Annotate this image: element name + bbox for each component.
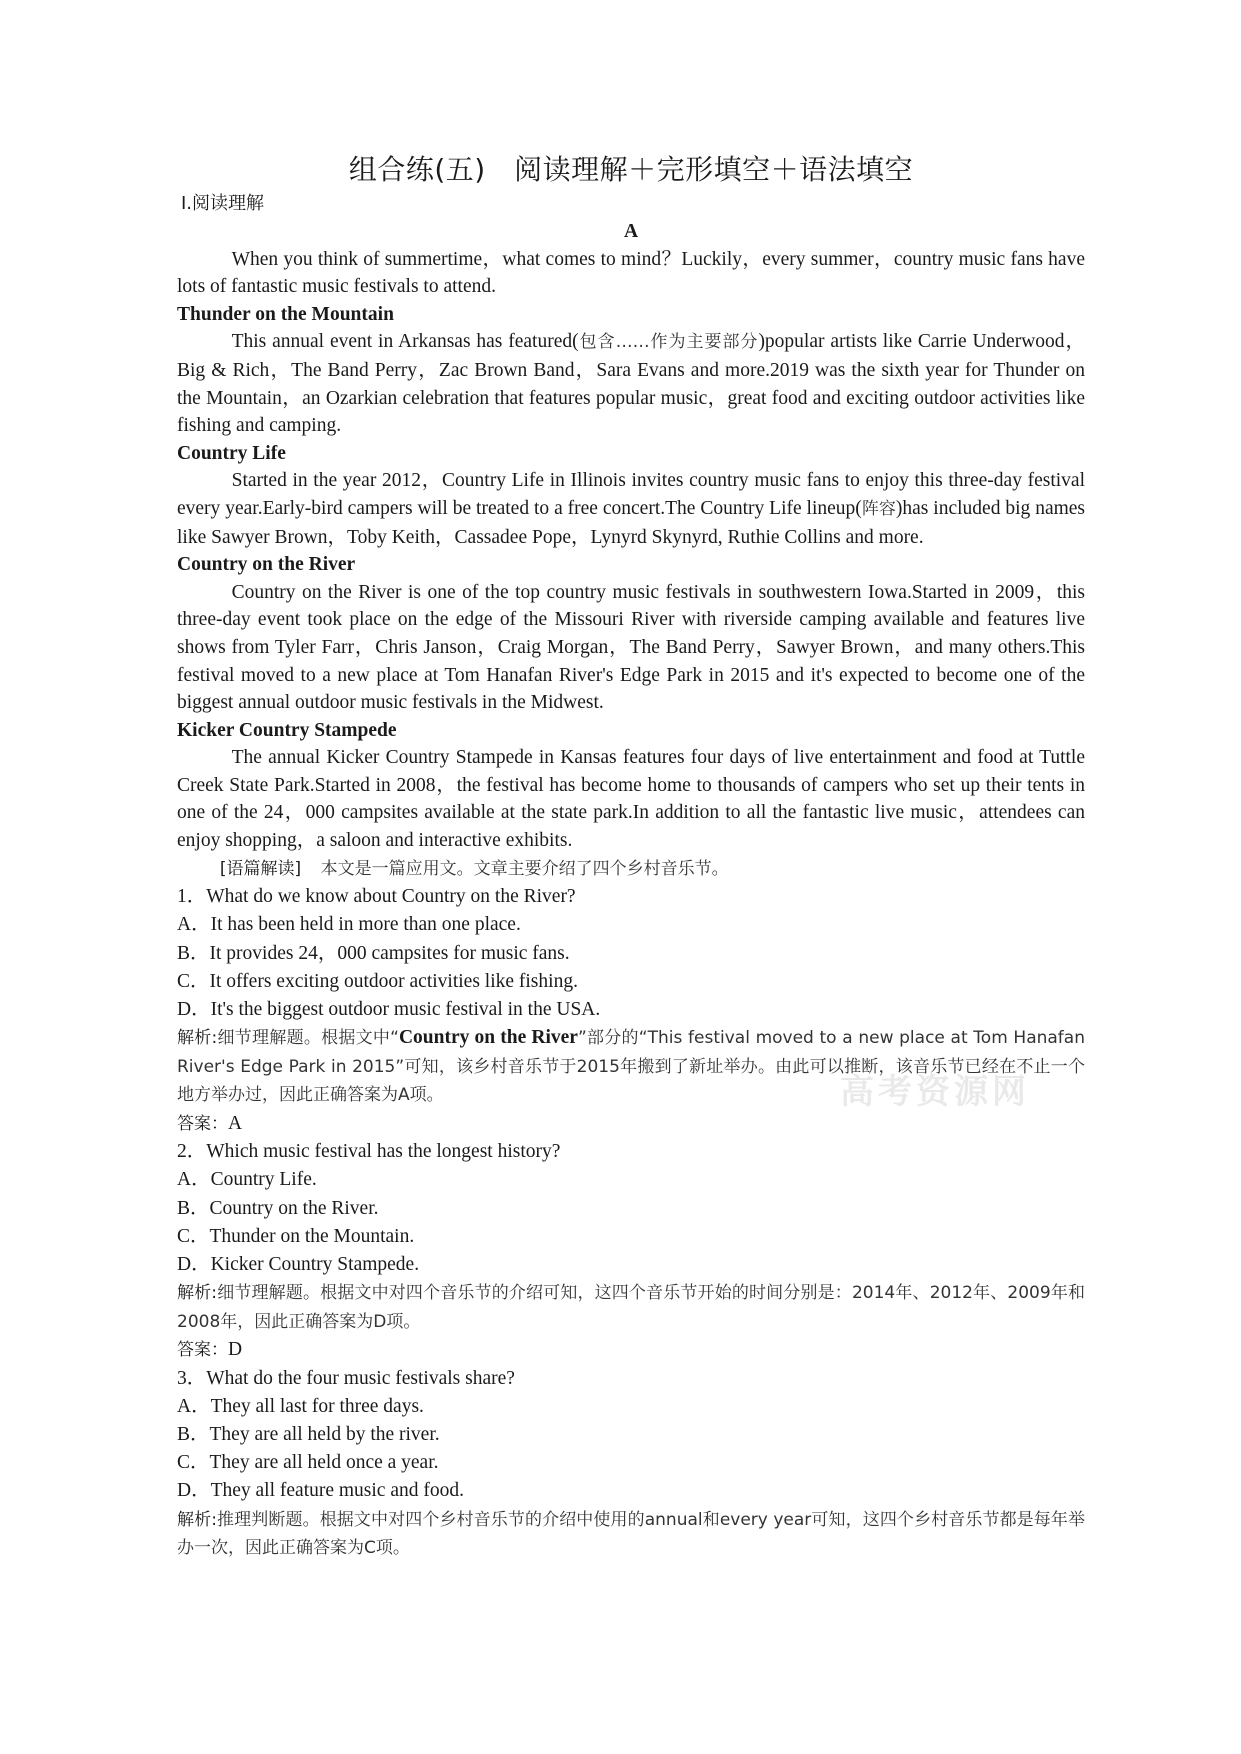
option-c: C．Thunder on the Mountain.	[177, 1225, 415, 1247]
festival-section-2	[177, 440, 1085, 551]
festival-heading: Country on the River	[177, 554, 356, 576]
option-a: A．They all last for three days.	[177, 1395, 424, 1417]
passage-letter: A	[623, 221, 639, 242]
festival-heading: Thunder on the Mountain	[177, 303, 394, 325]
festival-heading: Country Life	[177, 442, 286, 464]
discourse-note	[177, 855, 1085, 884]
option-c: C．It offers exciting outdoor activities like fishing.	[177, 970, 578, 992]
option-b: B．Country on the River.	[177, 1197, 379, 1219]
question-stem: 2．Which music festival has the longest history?	[177, 1141, 561, 1163]
explanation: 解析:细节理解题。根据文中对四个音乐节的介绍可知，这四个音乐节开始的时间分别是：2014年、2012年、2009年和2008年，因此正确答案为D项。	[177, 1283, 1085, 1332]
document-page	[177, 150, 1085, 1563]
explanation: 解析:细节理解题。根据文中“Country on the River”部分的“This festival moved to a new place at Tom Hanafan River's Edge Park in 2015”可知，该乡村音乐节于2015年搬到了新址举办。由此可以推断，该音乐节已经在不止一个地方举办过，因此正确答案为A项。	[177, 1027, 1085, 1106]
watermark: 高考资源网	[840, 1072, 1030, 1112]
festival-section-1	[177, 301, 1085, 440]
question-2	[177, 1138, 1085, 1364]
note-tag: [语篇解读]	[219, 858, 302, 879]
question-1	[177, 883, 1085, 1138]
option-d: D．They all feature music and food.	[177, 1480, 464, 1502]
option-c: C．They are all held once a year.	[177, 1452, 439, 1474]
option-a: A．Country Life.	[177, 1169, 317, 1191]
explanation: 解析:推理判断题。根据文中对四个乡村音乐节的介绍中使用的annual和every year可知，这四个乡村音乐节都是每年举办一次，因此正确答案为C项。	[177, 1509, 1085, 1559]
intro-paragraph: When you think of summertime，what comes to mind？Luckily，every summer，country music fans have lots of fantastic music festivals to attend.	[177, 248, 1085, 298]
question-3	[177, 1365, 1085, 1563]
festival-section-4	[177, 717, 1085, 855]
note-text: 本文是一篇应用文。文章主要介绍了四个乡村音乐节。	[320, 858, 729, 879]
answer: 答案：A	[177, 1113, 243, 1135]
option-b: B．They are all held by the river.	[177, 1424, 440, 1446]
festival-paragraph: This annual event in Arkansas has featured(包含……作为主要部分)popular artists like Carrie Underwood，Big & Rich，The Band Perry，Zac Brown Band，Sara Evans and more.2019 was the sixth year for Thunder on the Mountain，an Ozarkian celebration that features popular music，great food and exciting outdoor activities like fishing and camping.	[177, 331, 1086, 437]
festival-heading: Kicker Country Stampede	[177, 719, 397, 741]
option-d: D．It's the biggest outdoor music festival in the USA.	[177, 999, 601, 1021]
option-a: A．It has been held in more than one place.	[177, 914, 521, 936]
page-title: 组合练(五) 阅读理解＋完形填空＋语法填空	[348, 153, 914, 186]
question-stem: 1．What do we know about Country on the River?	[177, 886, 576, 908]
answer: 答案：D	[177, 1339, 243, 1361]
festival-paragraph: The annual Kicker Country Stampede in Kansas features four days of live entertainment and food at Tuttle Creek State Park.Started in 2008，the festival has become home to thousands of campers who set up their tents in one of the 24，000 campsites available at the state park.In addition to all the fantastic live music，attendees can enjoy shopping，a saloon and interactive exhibits.	[177, 747, 1085, 852]
question-stem: 3．What do the four music festivals share?	[177, 1367, 515, 1389]
festival-paragraph: Started in the year 2012，Country Life in Illinois invites country music fans to enjoy this three-day festival every year.Early-bird campers will be treated to a free concert.The Country Life lineup(阵容)has included big names like Sawyer Brown，Toby Keith，Cassadee Pope，Lynyrd Skynyrd, Ruthie Collins and more.	[177, 470, 1086, 548]
festival-paragraph: Country on the River is one of the top country music festivals in southwestern Iowa.Started in 2009，this three-day event took place on the edge of the Missouri River with riverside camping available and features live shows from Tyler Farr，Chris Janson，Craig Morgan，The Band Perry，Sawyer Brown，and many others.This festival moved to a new place at Tom Hanafan River's Edge Park in 2015 and it's expected to become one of the biggest annual outdoor music festivals in the Midwest.	[177, 581, 1085, 714]
option-b: B．It provides 24，000 campsites for music fans.	[177, 942, 570, 964]
gloss: 包含……作为主要部分	[578, 332, 759, 353]
section-label: Ⅰ.阅读理解	[181, 193, 265, 214]
option-d: D．Kicker Country Stampede.	[177, 1254, 420, 1276]
gloss: 阵容	[861, 498, 896, 519]
festival-section-3	[177, 551, 1085, 717]
